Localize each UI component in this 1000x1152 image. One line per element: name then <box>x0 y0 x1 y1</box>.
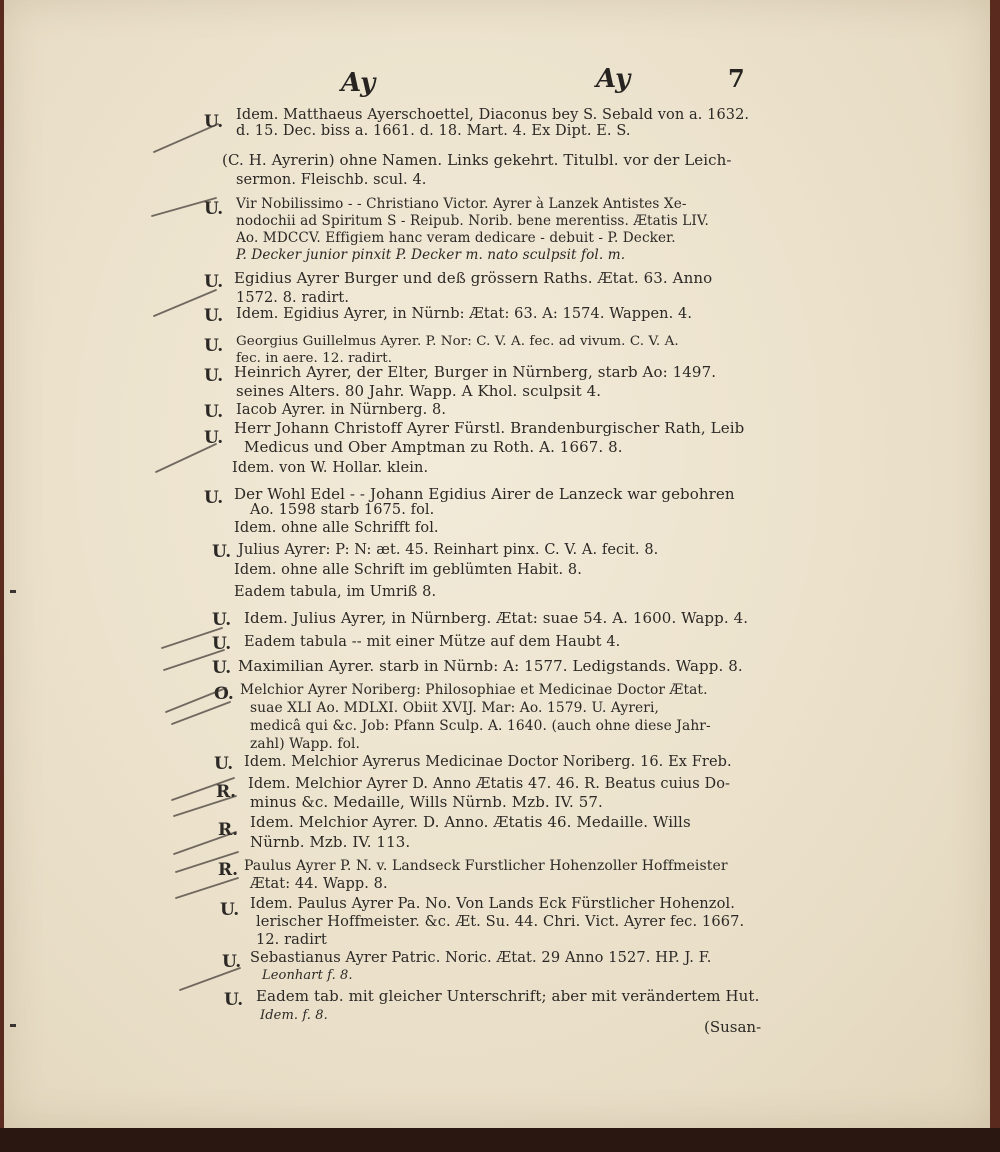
entry-mark: U. <box>204 272 224 292</box>
entry-mark: U. <box>222 952 242 972</box>
entry-line: Paulus Ayrer P. N. v. Landseck Furstlicher Hohenzoller Hoffmeister <box>244 858 728 874</box>
entry-mark: R. <box>216 782 237 802</box>
entry-line: Leonhart f. 8. <box>262 968 353 983</box>
entry-line: seines Alters. 80 Jahr. Wapp. A Khol. sculpsit 4. <box>236 382 602 400</box>
book-page <box>4 0 990 1128</box>
entry-line: fec. in aere. 12. radirt. <box>236 351 393 366</box>
margin-mark <box>10 590 16 593</box>
entry-mark: U. <box>204 428 224 448</box>
entry-line: Georgius Guillelmus Ayrer. P. Nor: C. V. A. fec. ad vivum. C. V. A. <box>236 334 679 349</box>
entry-mark: U. <box>204 366 224 386</box>
entry-mark: U. <box>204 336 224 356</box>
entry-line: zahl) Wapp. fol. <box>250 736 361 752</box>
page-edge-shadow <box>0 1128 1000 1152</box>
page-number: 7 <box>728 64 745 93</box>
entry-line: Eadem tabula -- mit einer Mütze auf dem Haubt 4. <box>244 634 621 650</box>
header-left: Ay <box>341 68 376 98</box>
entry-line: Idem. Egidius Ayrer, in Nürnb: Ætat: 63. A: 1574. Wappen. 4. <box>236 306 693 322</box>
entry-line: suae XLI Ao. MDLXI. Obiit XVIJ. Mar: Ao. 1579. U. Ayreri, <box>250 700 659 716</box>
catchword: (Susan- <box>704 1018 762 1036</box>
entry-mark: U. <box>204 488 224 508</box>
entry-line: Idem. von W. Hollar. klein. <box>232 460 429 476</box>
entry-line: Idem. Melchior Ayrer. D. Anno. Ætatis 46. Medaille. Wills <box>250 813 691 831</box>
entry-mark: R. <box>218 860 239 880</box>
entry-line: P. Decker junior pinxit P. Decker m. nato sculpsit fol. m. <box>236 247 626 263</box>
entry-mark: U. <box>212 658 232 678</box>
entry-line: 12. radirt <box>256 932 327 948</box>
entry-line: Idem. f. 8. <box>260 1008 328 1023</box>
entry-line: Maximilian Ayrer. starb in Nürnb: A: 1577. Ledigstands. Wapp. 8. <box>238 657 743 675</box>
entry-line: Idem. ohne alle Schrifft fol. <box>234 520 439 536</box>
entry-mark: U. <box>204 112 224 132</box>
running-header <box>4 62 990 102</box>
entry-line: Julius Ayrer: P: N: æt. 45. Reinhart pinx. C. V. A. fecit. 8. <box>238 542 659 558</box>
entry-line: Medicus und Ober Amptman zu Roth. A. 1667. 8. <box>244 438 623 456</box>
entry-line: Vir Nobilissimo - - Christiano Victor. Ayrer à Lanzek Antistes Xe- <box>236 196 687 212</box>
entry-line: Eadem tab. mit gleicher Unterschrift; aber mit verändertem Hut. <box>256 987 760 1005</box>
entry-mark: O. <box>214 684 234 704</box>
entry-line: Herr Johann Christoff Ayrer Fürstl. Brandenburgischer Rath, Leib <box>234 419 745 437</box>
entry-line: Idem. Matthaeus Ayerschoettel, Diaconus bey S. Sebald von a. 1632. <box>236 107 750 123</box>
entry-line: 1572. 8. radirt. <box>236 290 350 306</box>
entry-line: minus &c. Medaille, Wills Nürnb. Mzb. IV. 57. <box>250 793 603 811</box>
entry-mark: U. <box>204 199 224 219</box>
entry-line: Ao. MDCCV. Effigiem hanc veram dedicare - debuit - P. Decker. <box>236 230 676 246</box>
entry-line: Idem. Paulus Ayrer Pa. No. Von Lands Eck Fürstlicher Hohenzol. <box>250 895 735 912</box>
margin-mark <box>10 1024 16 1027</box>
entry-line: medicâ qui &c. Job: Pfann Sculp. A. 1640. (auch ohne diese Jahr- <box>250 718 711 734</box>
entry-line: Der Wohl Edel - - Johann Egidius Airer de Lanzeck war gebohren <box>234 485 735 503</box>
entry-mark: U. <box>204 402 224 422</box>
entry-line: Heinrich Ayrer, der Elter, Burger in Nürnberg, starb Ao: 1497. <box>234 363 717 381</box>
entry-line: nodochii ad Spiritum S - Reipub. Norib. bene merentiss. Ætatis LIV. <box>236 213 709 229</box>
entry-line: Idem. ohne alle Schrift im geblümten Habit. 8. <box>234 562 582 578</box>
entry-line: (C. H. Ayrerin) ohne Namen. Links gekehrt. Titulbl. vor der Leich- <box>222 151 732 169</box>
entry-line: Iacob Ayrer. in Nürnberg. 8. <box>236 402 447 418</box>
entry-line: Idem. Julius Ayrer, in Nürnberg. Ætat: suae 54. A. 1600. Wapp. 4. <box>244 609 749 627</box>
entry-line: Idem. Melchior Ayrer D. Anno Ætatis 47. 46. R. Beatus cuius Do- <box>248 776 731 792</box>
entry-line: Ao. 1598 starb 1675. fol. <box>250 502 435 518</box>
header-right: Ay <box>596 64 631 94</box>
entry-line: d. 15. Dec. biss a. 1661. d. 18. Mart. 4. Ex Dipt. E. S. <box>236 123 631 139</box>
entry-mark: U. <box>212 542 232 562</box>
entry-line: Eadem tabula, im Umriß 8. <box>234 584 437 600</box>
entry-mark: U. <box>204 306 224 326</box>
entry-line: Sebastianus Ayrer Patric. Noric. Ætat. 29 Anno 1527. HP. J. F. <box>250 949 712 966</box>
entry-line: Nürnb. Mzb. IV. 113. <box>250 833 411 851</box>
entry-line: Melchior Ayrer Noriberg: Philosophiae et Medicinae Doctor Ætat. <box>240 682 708 698</box>
entry-mark: U. <box>212 634 232 654</box>
entry-line: sermon. Fleischb. scul. 4. <box>236 172 427 188</box>
entry-mark: U. <box>212 610 232 630</box>
entry-mark: U. <box>220 900 240 920</box>
entry-line: Egidius Ayrer Burger und deß grössern Raths. Ætat. 63. Anno <box>234 269 713 287</box>
entry-line: Ætat: 44. Wapp. 8. <box>250 876 388 892</box>
entry-mark: R. <box>218 820 239 840</box>
entry-line: Idem. Melchior Ayrerus Medicinae Doctor Noriberg. 16. Ex Freb. <box>244 754 732 770</box>
entry-mark: U. <box>224 990 244 1010</box>
entry-line: lerischer Hoffmeister. &c. Æt. Su. 44. Chri. Vict. Ayrer fec. 1667. <box>256 913 745 930</box>
entry-mark: U. <box>214 754 234 774</box>
